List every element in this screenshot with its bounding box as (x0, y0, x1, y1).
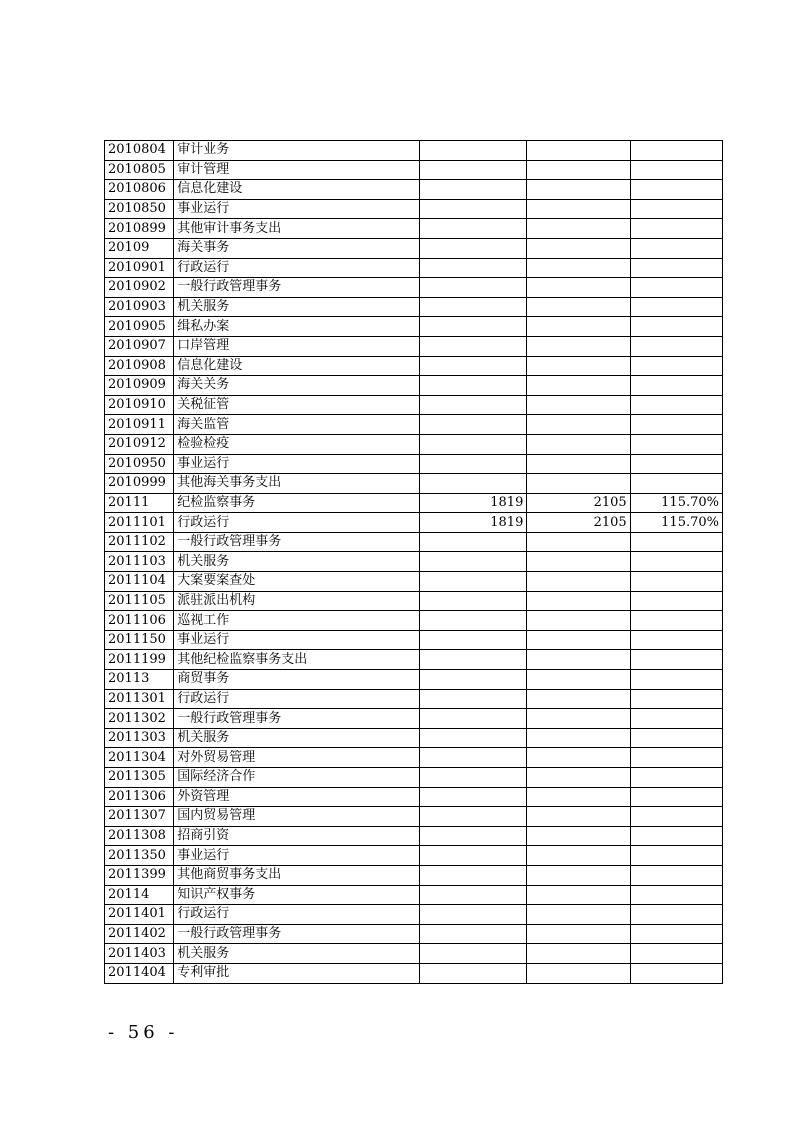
value-cell-1 (420, 160, 527, 180)
value-cell-2 (527, 199, 630, 219)
value-cell-2 (527, 474, 630, 494)
table-row (105, 278, 723, 298)
value-cell-1 (420, 454, 527, 474)
code-cell: 2010805 (105, 160, 174, 180)
table-row (105, 513, 723, 533)
table-row (105, 650, 723, 670)
table-row (105, 591, 723, 611)
table-row (105, 924, 723, 944)
value-cell-2 (527, 611, 630, 631)
table-row (105, 180, 723, 200)
name-cell: 信息化建设 (174, 180, 420, 200)
percent-cell (630, 865, 722, 885)
page-number: - 56 - (108, 1022, 179, 1043)
name-cell: 机关服务 (174, 944, 420, 964)
name-cell: 行政运行 (174, 905, 420, 925)
name-cell: 国际经济合作 (174, 768, 420, 788)
value-cell-2 (527, 787, 630, 807)
value-cell-1 (420, 572, 527, 592)
percent-cell: 115.70% (630, 513, 722, 533)
code-cell: 20114 (105, 885, 174, 905)
value-cell-2 (527, 924, 630, 944)
code-cell: 2011103 (105, 552, 174, 572)
name-cell: 信息化建设 (174, 356, 420, 376)
percent-cell (630, 689, 722, 709)
code-cell: 2010999 (105, 474, 174, 494)
percent-cell (630, 963, 722, 983)
code-cell: 20111 (105, 493, 174, 513)
percent-cell (630, 376, 722, 396)
value-cell-2 (527, 160, 630, 180)
percent-cell (630, 454, 722, 474)
percent-cell (630, 787, 722, 807)
table-row (105, 474, 723, 494)
code-cell: 2010912 (105, 434, 174, 454)
value-cell-1 (420, 434, 527, 454)
table-row (105, 552, 723, 572)
name-cell: 一般行政管理事务 (174, 278, 420, 298)
value-cell-1: 1819 (420, 513, 527, 533)
value-cell-2 (527, 180, 630, 200)
value-cell-2 (527, 278, 630, 298)
percent-cell (630, 317, 722, 337)
name-cell: 海关关务 (174, 376, 420, 396)
percent-cell (630, 474, 722, 494)
name-cell: 知识产权事务 (174, 885, 420, 905)
name-cell: 事业运行 (174, 454, 420, 474)
table-row (105, 768, 723, 788)
code-cell: 2010903 (105, 297, 174, 317)
value-cell-1 (420, 258, 527, 278)
percent-cell (630, 219, 722, 239)
value-cell-1 (420, 336, 527, 356)
code-cell: 2010850 (105, 199, 174, 219)
code-cell: 2011350 (105, 846, 174, 866)
name-cell: 事业运行 (174, 630, 420, 650)
name-cell: 海关事务 (174, 238, 420, 258)
value-cell-1 (420, 709, 527, 729)
value-cell-1 (420, 356, 527, 376)
percent-cell (630, 572, 722, 592)
table-row (105, 846, 723, 866)
table-row (105, 199, 723, 219)
name-cell: 派驻派出机构 (174, 591, 420, 611)
value-cell-1 (420, 297, 527, 317)
table-row (105, 454, 723, 474)
value-cell-2 (527, 532, 630, 552)
percent-cell (630, 591, 722, 611)
code-cell: 20113 (105, 670, 174, 690)
table-row (105, 415, 723, 435)
percent-cell (630, 748, 722, 768)
code-cell: 2010911 (105, 415, 174, 435)
percent-cell (630, 356, 722, 376)
name-cell: 一般行政管理事务 (174, 532, 420, 552)
value-cell-2 (527, 709, 630, 729)
value-cell-1: 1819 (420, 493, 527, 513)
name-cell: 国内贸易管理 (174, 807, 420, 827)
name-cell: 一般行政管理事务 (174, 709, 420, 729)
value-cell-1 (420, 317, 527, 337)
value-cell-1 (420, 532, 527, 552)
value-cell-1 (420, 141, 527, 161)
name-cell: 机关服务 (174, 552, 420, 572)
code-cell: 2011304 (105, 748, 174, 768)
value-cell-1 (420, 180, 527, 200)
name-cell: 检验检疫 (174, 434, 420, 454)
name-cell: 对外贸易管理 (174, 748, 420, 768)
value-cell-2 (527, 826, 630, 846)
value-cell-2 (527, 670, 630, 690)
name-cell: 其他商贸事务支出 (174, 865, 420, 885)
percent-cell (630, 611, 722, 631)
table-row (105, 709, 723, 729)
name-cell: 口岸管理 (174, 336, 420, 356)
table-row (105, 865, 723, 885)
code-cell: 2011105 (105, 591, 174, 611)
value-cell-1 (420, 415, 527, 435)
name-cell: 招商引资 (174, 826, 420, 846)
table-row (105, 807, 723, 827)
percent-cell (630, 630, 722, 650)
name-cell: 一般行政管理事务 (174, 924, 420, 944)
code-cell: 2010907 (105, 336, 174, 356)
percent-cell (630, 415, 722, 435)
name-cell: 专利审批 (174, 963, 420, 983)
value-cell-1 (420, 865, 527, 885)
value-cell-2 (527, 865, 630, 885)
name-cell: 机关服务 (174, 297, 420, 317)
table-row (105, 630, 723, 650)
code-cell: 2011102 (105, 532, 174, 552)
value-cell-1 (420, 395, 527, 415)
value-cell-2 (527, 572, 630, 592)
percent-cell (630, 395, 722, 415)
code-cell: 2010909 (105, 376, 174, 396)
code-cell: 2011402 (105, 924, 174, 944)
code-cell: 20109 (105, 238, 174, 258)
code-cell: 2010910 (105, 395, 174, 415)
name-cell: 行政运行 (174, 689, 420, 709)
code-cell: 2011303 (105, 728, 174, 748)
name-cell: 其他海关事务支出 (174, 474, 420, 494)
table-row (105, 317, 723, 337)
table-row (105, 728, 723, 748)
table-row (105, 219, 723, 239)
name-cell: 关税征管 (174, 395, 420, 415)
percent-cell (630, 846, 722, 866)
value-cell-2 (527, 297, 630, 317)
table-row (105, 572, 723, 592)
name-cell: 机关服务 (174, 728, 420, 748)
percent-cell (630, 552, 722, 572)
name-cell: 事业运行 (174, 846, 420, 866)
value-cell-1 (420, 826, 527, 846)
value-cell-2 (527, 768, 630, 788)
name-cell: 大案要案查处 (174, 572, 420, 592)
code-cell: 2010804 (105, 141, 174, 161)
code-cell: 2011101 (105, 513, 174, 533)
table-row (105, 493, 723, 513)
percent-cell (630, 336, 722, 356)
percent-cell (630, 238, 722, 258)
table-row (105, 670, 723, 690)
percent-cell (630, 670, 722, 690)
table-row (105, 885, 723, 905)
budget-table (104, 140, 723, 984)
value-cell-2 (527, 141, 630, 161)
code-cell: 2011104 (105, 572, 174, 592)
percent-cell (630, 709, 722, 729)
code-cell: 2011305 (105, 768, 174, 788)
table-row (105, 963, 723, 983)
table-row (105, 434, 723, 454)
value-cell-1 (420, 611, 527, 631)
value-cell-1 (420, 787, 527, 807)
value-cell-2 (527, 395, 630, 415)
table-row (105, 611, 723, 631)
table-row (105, 944, 723, 964)
value-cell-2 (527, 963, 630, 983)
name-cell: 外资管理 (174, 787, 420, 807)
value-cell-2: 2105 (527, 513, 630, 533)
value-cell-1 (420, 768, 527, 788)
value-cell-2 (527, 905, 630, 925)
value-cell-2 (527, 238, 630, 258)
percent-cell (630, 199, 722, 219)
code-cell: 2011199 (105, 650, 174, 670)
table-row (105, 689, 723, 709)
name-cell: 审计管理 (174, 160, 420, 180)
code-cell: 2011308 (105, 826, 174, 846)
table-row (105, 141, 723, 161)
code-cell: 2010806 (105, 180, 174, 200)
value-cell-1 (420, 748, 527, 768)
table-row (105, 238, 723, 258)
code-cell: 2011306 (105, 787, 174, 807)
name-cell: 纪检监察事务 (174, 493, 420, 513)
value-cell-1 (420, 219, 527, 239)
code-cell: 2011301 (105, 689, 174, 709)
value-cell-1 (420, 238, 527, 258)
code-cell: 2011307 (105, 807, 174, 827)
table-row (105, 376, 723, 396)
table-row (105, 532, 723, 552)
code-cell: 2011404 (105, 963, 174, 983)
percent-cell: 115.70% (630, 493, 722, 513)
value-cell-2 (527, 454, 630, 474)
value-cell-1 (420, 885, 527, 905)
value-cell-2 (527, 258, 630, 278)
name-cell: 行政运行 (174, 258, 420, 278)
code-cell: 2011401 (105, 905, 174, 925)
table-row (105, 356, 723, 376)
code-cell: 2010905 (105, 317, 174, 337)
code-cell: 2011403 (105, 944, 174, 964)
name-cell: 事业运行 (174, 199, 420, 219)
percent-cell (630, 826, 722, 846)
percent-cell (630, 728, 722, 748)
percent-cell (630, 297, 722, 317)
value-cell-1 (420, 650, 527, 670)
percent-cell (630, 141, 722, 161)
percent-cell (630, 768, 722, 788)
value-cell-2 (527, 434, 630, 454)
percent-cell (630, 434, 722, 454)
percent-cell (630, 278, 722, 298)
name-cell: 其他审计事务支出 (174, 219, 420, 239)
value-cell-2: 2105 (527, 493, 630, 513)
budget-table-body (105, 141, 723, 984)
percent-cell (630, 258, 722, 278)
table-row (105, 160, 723, 180)
value-cell-2 (527, 317, 630, 337)
value-cell-2 (527, 846, 630, 866)
value-cell-2 (527, 728, 630, 748)
code-cell: 2011106 (105, 611, 174, 631)
table-row (105, 395, 723, 415)
value-cell-1 (420, 728, 527, 748)
name-cell: 其他纪检监察事务支出 (174, 650, 420, 670)
name-cell: 缉私办案 (174, 317, 420, 337)
value-cell-2 (527, 689, 630, 709)
value-cell-1 (420, 591, 527, 611)
value-cell-2 (527, 807, 630, 827)
value-cell-1 (420, 474, 527, 494)
code-cell: 2010899 (105, 219, 174, 239)
value-cell-1 (420, 924, 527, 944)
table-row (105, 297, 723, 317)
value-cell-2 (527, 356, 630, 376)
percent-cell (630, 944, 722, 964)
value-cell-2 (527, 630, 630, 650)
value-cell-2 (527, 748, 630, 768)
percent-cell (630, 160, 722, 180)
code-cell: 2010908 (105, 356, 174, 376)
percent-cell (630, 924, 722, 944)
table-row (105, 336, 723, 356)
value-cell-1 (420, 376, 527, 396)
code-cell: 2011302 (105, 709, 174, 729)
value-cell-2 (527, 591, 630, 611)
value-cell-1 (420, 689, 527, 709)
name-cell: 商贸事务 (174, 670, 420, 690)
value-cell-2 (527, 219, 630, 239)
code-cell: 2010950 (105, 454, 174, 474)
value-cell-1 (420, 944, 527, 964)
value-cell-1 (420, 630, 527, 650)
table-row (105, 787, 723, 807)
name-cell: 巡视工作 (174, 611, 420, 631)
code-cell: 2011399 (105, 865, 174, 885)
value-cell-2 (527, 336, 630, 356)
value-cell-2 (527, 650, 630, 670)
table-row (105, 826, 723, 846)
code-cell: 2011150 (105, 630, 174, 650)
value-cell-1 (420, 199, 527, 219)
value-cell-1 (420, 807, 527, 827)
value-cell-1 (420, 846, 527, 866)
value-cell-1 (420, 278, 527, 298)
table-row (105, 748, 723, 768)
percent-cell (630, 180, 722, 200)
percent-cell (630, 532, 722, 552)
table-row (105, 905, 723, 925)
value-cell-1 (420, 670, 527, 690)
value-cell-2 (527, 944, 630, 964)
code-cell: 2010902 (105, 278, 174, 298)
percent-cell (630, 807, 722, 827)
value-cell-2 (527, 885, 630, 905)
table-row (105, 258, 723, 278)
code-cell: 2010901 (105, 258, 174, 278)
value-cell-1 (420, 552, 527, 572)
value-cell-1 (420, 905, 527, 925)
percent-cell (630, 885, 722, 905)
name-cell: 海关监管 (174, 415, 420, 435)
name-cell: 审计业务 (174, 141, 420, 161)
name-cell: 行政运行 (174, 513, 420, 533)
value-cell-1 (420, 963, 527, 983)
value-cell-2 (527, 415, 630, 435)
value-cell-2 (527, 376, 630, 396)
percent-cell (630, 650, 722, 670)
value-cell-2 (527, 552, 630, 572)
percent-cell (630, 905, 722, 925)
